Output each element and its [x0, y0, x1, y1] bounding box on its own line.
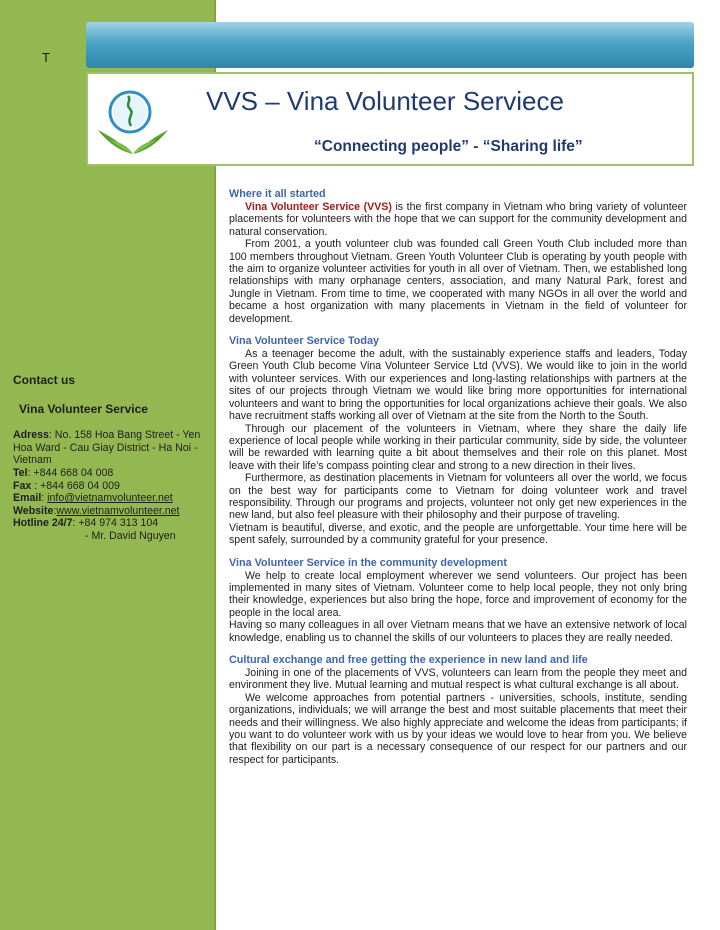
- header-box: [86, 72, 694, 166]
- vvs-logo-icon: [92, 82, 174, 160]
- website-sep: :: [53, 504, 57, 517]
- tel-label: Tel: [13, 466, 28, 479]
- address-value: : No. 158 Hoa Bang Street - Yen Hoa Ward - Cau Giay District - Ha Noi - Vietnam: [13, 429, 201, 467]
- section-where-it-started: [229, 188, 687, 325]
- contact-heading: Contact us: [13, 373, 76, 387]
- address-line: [13, 429, 211, 467]
- hotline-line: [13, 517, 211, 530]
- hotline-label: Hotline 24/7: [13, 517, 73, 530]
- email-line: [13, 492, 211, 505]
- header-banner: [86, 22, 694, 68]
- section-heading: Vina Volunteer Service Today: [229, 335, 380, 348]
- paragraph: As a teenager become the adult, with the sustainably experience staffs and leaders, Today Green Youth Club become Vina Volunteer Service Ltd (VVS). We would like to join in the world with volunteer services. With our experiences and long-lasting relationships with partners at the sites of our projects through Vietnam we would like bring more opportunities for international volunteers and want to bring the opportunities for local organizations achieve their goals. We also have recruitment staffs working all over of Vietnam at the site from the North to the South.: [229, 348, 687, 423]
- email-label: Email: [13, 492, 42, 505]
- section-heading: Vina Volunteer Service in the community development: [229, 556, 507, 569]
- section-heading: Where it all started: [229, 188, 326, 200]
- sidebar-mark: T: [42, 50, 50, 65]
- tel-value: : +844 668 04 008: [27, 466, 114, 479]
- section-cultural-exchange: [229, 654, 687, 766]
- contact-company: Vina Volunteer Service: [19, 401, 148, 416]
- section-heading: Cultural exchange and free getting the experience in new land and life: [229, 654, 588, 666]
- paragraph: Having so many colleagues in all over Vietnam means that we have an extensive network of local knowledge, enabling us to channel the skills of our volunteers to places they are really needed.: [229, 619, 687, 644]
- paragraph: From 2001, a youth volunteer club was founded call Green Youth Club included more than 100 members throughout Vietnam. Green Youth Volunteer Club is operating by youth people with the aim to organize volunteer activities for youth in all over of Vietnam. Then, we established long relationships with many orphanage centers, association, and many Natural Park, forest and Jungle in Vietnam. From time to time, we cooperated with many NGOs in all over the world and became a host organization with many placements in Vietnam in the field of volunteer for development.: [229, 238, 687, 325]
- section-community: [229, 557, 687, 644]
- paragraph: We welcome approaches from potential partners - universities, schools, institute, sending organizations, individuals; we will arrange the best and most suitable placements that meet their needs and their willingness. We also highly appreciate and welcome the ideas from participants; if you want to do volunteer work with us by your ideas we would love to hear from you. We believe that flexibility on our part is a necessary consequence of our respect for our partners and our respect for participants.: [229, 691, 687, 766]
- fax-value: : +844 668 04 009: [31, 479, 120, 492]
- paragraph: We help to create local employment wherever we send volunteers. Our project has been implemented in many sites of Vietnam. Volunteer come to help local people, they not only bring their knowledge, experiences but also bring the hope, force and improvement of economy for the people in the local area.: [229, 569, 687, 619]
- main-content: [229, 188, 687, 766]
- paragraph: Joining in one of the placements of VVS, volunteers can learn from the people they meet and environment they live. Mutual learning and mutual respect is what cultural exchange is all about.: [229, 667, 687, 692]
- hotline-value: : +84 974 313 104: [72, 517, 159, 530]
- fax-line: [13, 480, 211, 493]
- email-sep: :: [41, 492, 48, 505]
- contact-block: [13, 374, 211, 543]
- fax-label: Fax: [13, 479, 32, 492]
- paragraph: [229, 201, 687, 238]
- paragraph: Through our placement of the volunteers in Vietnam, where they share the daily life experience of local people while working in their particular community, side by side, the volunteer will be rewarded with learning quite a bit about themselves and their role on this planet. Most leave with their life’s compass pointing clear and strong to a new direction in their lives.: [229, 422, 687, 472]
- website-line: [13, 505, 211, 518]
- paragraph: Furthermore, as destination placements in Vietnam for volunteers all over the world, we focus on the best way for participants come to Vietnam for doing volunteer work and travel responsibility. Through our programs and projects, volunteer not only get new experiences in the new land, but also feel pleasure with their philosophy and their purpose of traveling.: [229, 472, 687, 522]
- tagline: “Connecting people” - “Sharing life”: [314, 138, 583, 155]
- page-title: VVS – Vina Volunteer Serviece: [206, 86, 564, 116]
- address-label: Adress: [13, 429, 49, 442]
- paragraph: Vietnam is beautiful, diverse, and exotic, and the people are unforgettable. Your time here will be spent safely, surrounded by a community grateful for your presence.: [229, 521, 687, 547]
- tel-line: [13, 467, 211, 480]
- contact-person: - Mr. David Nguyen: [85, 529, 176, 542]
- website-label: Website: [13, 504, 54, 517]
- paragraph-text: is the first company in Vietnam who bring variety of volunteer placements for volunteers with the hope that we can support for the community development and natural conservation.: [229, 201, 687, 238]
- brand-name: Vina Volunteer Service (VVS): [245, 201, 392, 213]
- website-link[interactable]: www.vietnamvolunteer.net: [56, 504, 180, 517]
- email-link[interactable]: info@vietnamvolunteer.net: [47, 492, 173, 505]
- section-today: [229, 335, 687, 547]
